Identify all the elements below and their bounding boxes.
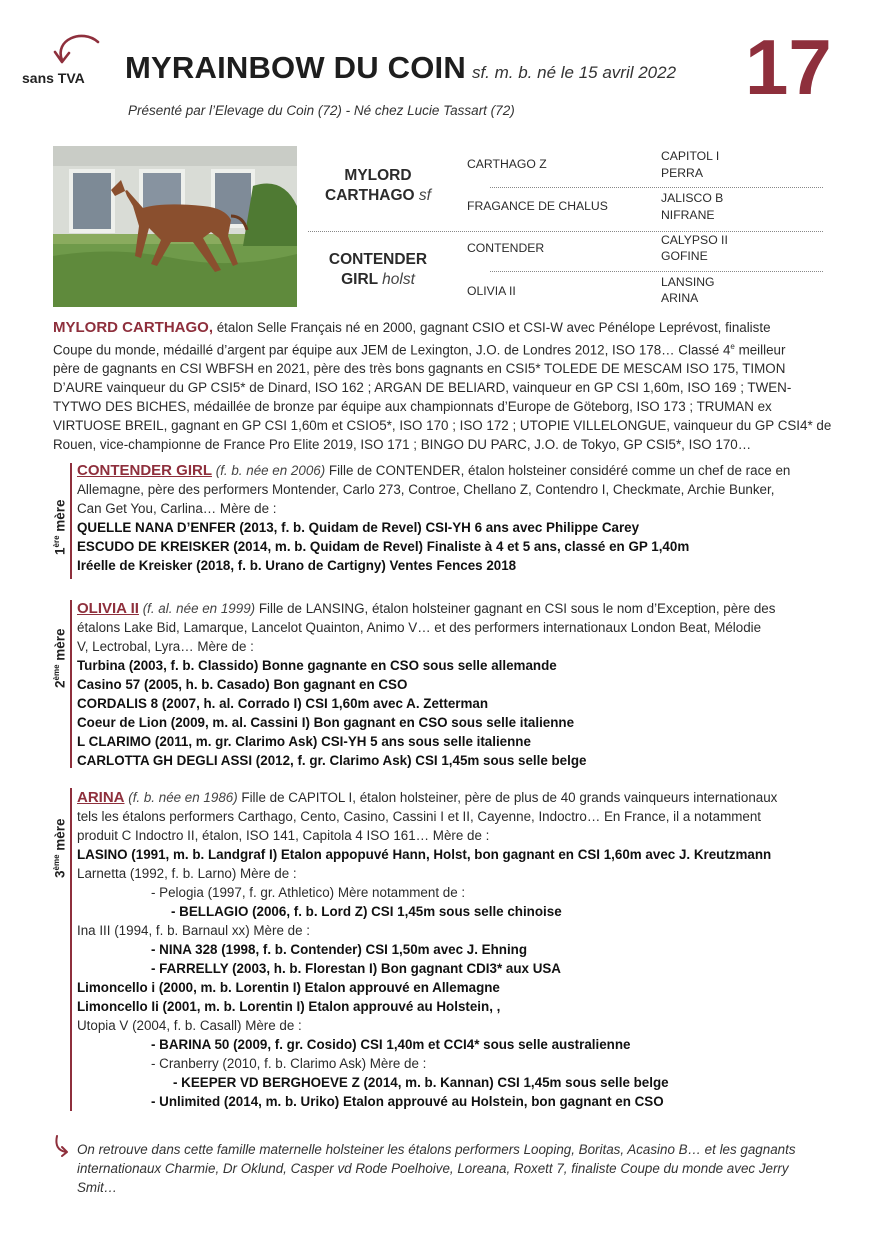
sire-name-line1: MYLORD (344, 167, 412, 184)
offspring-line: L CLARIMO (2011, m. gr. Clarimo Ask) CSI-YH 5 ans sous selle italienne (77, 734, 531, 749)
dam3-bar (70, 788, 72, 1111)
pedigree-great-grandparent: CAPITOL I (661, 149, 720, 163)
offspring-line: - KEEPER VD BERGHOEVE Z (2014, m. b. Kannan) CSI 1,45m sous selle belge (173, 1075, 669, 1090)
footer-note: On retrouve dans cette famille maternelle holsteiner les étalons performers Looping, Boritas, Acasino B… et les gagnants internationaux Charmie, Dr Oklund, Casper vd Rode Poelhoive, Loreana, Roxett 7, finaliste Coupe du monde avec Jerry Smit… (77, 1142, 796, 1195)
pedigree-great-grandparent: JALISCO B (661, 191, 724, 205)
offspring-line: CORDALIS 8 (2007, h. al. Corrado I) CSI 1,60m avec A. Zetterman (77, 696, 489, 711)
pedigree-dam (308, 250, 448, 290)
offspring-line: - BELLAGIO (2006, f. b. Lord Z) CSI 1,45m sous selle chinoise (171, 904, 562, 919)
offspring-line: - Unlimited (2014, m. b. Uriko) Etalon approuvé au Holstein, bon gagnant en CSO (151, 1094, 664, 1109)
offspring-line: - BARINA 50 (2009, f. gr. Cosido) CSI 1,40m et CCI4* sous selle australienne (151, 1037, 631, 1052)
dam2-label: 2ème mère (52, 628, 68, 688)
offspring-line: Turbina (2003, f. b. Classido) Bonne gagnante en CSO sous selle allemande (77, 658, 557, 673)
dam-studbook: holst (382, 271, 415, 288)
offspring-line: QUELLE NANA D’ENFER (2013, f. b. Quidam de Revel) CSI-YH 6 ans avec Philippe Carey (77, 520, 640, 535)
offspring-line: CARLOTTA GH DEGLI ASSI (2012, f. gr. Clarimo Ask) CSI 1,45m sous selle belge (77, 753, 587, 768)
horse-subtitle: sf. m. b. né le 15 avril 2022 (471, 63, 677, 82)
offspring-line: - Pelogia (1997, f. gr. Athletico) Mère notamment de : (151, 885, 466, 900)
return-arrow-icon (52, 1134, 74, 1158)
pedigree-great-grandparent: ARINA (661, 291, 699, 305)
offspring-line: - NINA 328 (1998, f. b. Contender) CSI 1,50m avec J. Ehning (151, 942, 528, 957)
dam2-section: OLIVIA II (f. al. née en 1999) Fille de LANSING, étalon holsteiner gagnant en CSI sous le nom d’Exception, père des étalons Lake Bid, Lamarque, Lancelot Quainton, Animo V… et des performers internationaux London Beat, Mélodie V, Lectrobal, Lyra… Mère de : Turbina (2003, f. b. Classido) Bonne gagnante en CSO sous selle allemande Casino 57 (2005, h. b. Casado) Bon gagnant en CSO CORDALIS 8 (2007, h. al. Corrado I) CSI 1,60m avec A. Zetterman Coeur de Lion (2009, m. al. Cassini I) Bon gagnant en CSO sous selle italienne L CLARIMO (2011, m. gr. Clarimo Ask) CSI-YH 5 ans sous selle italienne CARLOTTA GH DEGLI ASSI (2012, f. gr. Clarimo Ask) CSI 1,45m sous selle belge (77, 599, 827, 770)
dam2-bar (70, 600, 72, 768)
offspring-line: Iréelle de Kreisker (2018, f. b. Urano de Cartigny) Ventes Fences 2018 (77, 558, 517, 573)
pedigree-divider (490, 187, 823, 188)
offspring-line: Limoncello i (2000, m. b. Lorentin I) Etalon approuvé en Allemagne (77, 980, 500, 995)
pedigree-great-grandparent: PERRA (661, 166, 703, 180)
vat-label: sans TVA (22, 70, 85, 86)
sire-studbook: sf (418, 187, 431, 204)
pedigree-great-grandparent: LANSING (661, 275, 715, 289)
dam1-section: CONTENDER GIRL (f. b. née en 2006) Fille de CONTENDER, étalon holsteiner considéré comme un chef de race en Allemagne, père des performers Montender, Carlo 273, Controe, Chellano Z, Contendro I, Checkmate, Archie Bunker, Can Get You, Carlina… Mère de : QUELLE NANA D’ENFER (2013, f. b. Quidam de Revel) CSI-YH 6 ans avec Philippe Carey ESCUDO DE KREISKER (2014, m. b. Quidam de Revel) Finaliste à 4 et 5 ans, classé en GP 1,40m Iréelle de Kreisker (2018, f. b. Urano de Cartigny) Ventes Fences 2018 (77, 461, 827, 575)
dam3-section: ARINA (f. b. née en 1986) Fille de CAPITOL I, étalon holsteiner, père de plus de 40 grands vainqueurs internationaux tels les étalons performers Carthago, Cento, Casino, Cassini I et II, Cayenne, Indoctro… En France, il a notamment produit C Indoctro II, étalon, ISO 141, Capitola 4 ISO 161… Mère de : LASINO (1991, m. b. Landgraf I) Etalon appopuvé Hann, Holst, bon gagnant en CSI 1,60m avec J. Kreutzmann Larnetta (1992, f. b. Larno) Mère de : - Pelogia (1997, f. gr. Athletico) Mère notamment de : - BELLAGIO (2006, f. b. Lord Z) CSI 1,45m sous selle chinoise Ina III (1994, f. b. Barnaul xx) Mère de : - NINA 328 (1998, f. b. Contender) CSI 1,50m avec J. Ehning - FARRELLY (2003, h. b. Florestan I) Bon gagnant CDI3* aux USA Limoncello i (2000, m. b. Lorentin I) Etalon approuvé en Allemagne Limoncello Ii (2001, m. b. Lorentin I) Etalon approuvé au Holstein, , Utopia V (2004, f. b. Casall) Mère de : - BARINA 50 (2009, f. gr. Cosido) CSI 1,40m et CCI4* sous selle australienne - Cranberry (2010, f. b. Clarimo Ask) Mère de : - KEEPER VD BERGHOEVE Z (2014, m. b. Kannan) CSI 1,45m sous selle belge - Unlimited (2014, m. b. Uriko) Etalon approuvé au Holstein, bon gagnant en CSO (77, 788, 827, 1111)
pedigree-divider (490, 271, 823, 272)
offspring-line: Limoncello Ii (2001, m. b. Lorentin I) Etalon approuvé au Holstein, , (77, 999, 501, 1014)
offspring-line: Coeur de Lion (2009, m. al. Cassini I) Bon gagnant en CSO sous selle italienne (77, 715, 575, 730)
offspring-line: Utopia V (2004, f. b. Casall) Mère de : (77, 1018, 302, 1033)
offspring-line: Ina III (1994, f. b. Barnaul xx) Mère de : (77, 923, 310, 938)
foal-photo (53, 146, 297, 307)
dam3-name: ARINA (77, 789, 125, 806)
offspring-line: Larnetta (1992, f. b. Larno) Mère de : (77, 866, 297, 881)
horse-name: MYRAINBOW DU COIN (125, 50, 466, 85)
dam3-label: 3ème mère (52, 818, 68, 878)
offspring-line: LASINO (1991, m. b. Landgraf I) Etalon appopuvé Hann, Holst, bon gagnant en CSI 1,60m avec J. Kreutzmann (77, 847, 772, 862)
sire-name: MYLORD CARTHAGO, (53, 319, 213, 336)
offspring-line: ESCUDO DE KREISKER (2014, m. b. Quidam de Revel) Finaliste à 4 et 5 ans, classé en GP 1,40m (77, 539, 690, 554)
sire-name-line2: CARTHAGO sf (325, 187, 431, 204)
pedigree-great-grandparent: GOFINE (661, 249, 708, 263)
pedigree-great-grandparent: CALYPSO II (661, 233, 728, 247)
sire-description: MYLORD CARTHAGO, étalon Selle Français né en 2000, gagnant CSIO et CSI-W avec Pénélope Leprévost, finaliste Coupe du monde, médaillé d’argent par équipe aux JEM de Lexington, J.O. de Londres 2012, ISO 178… Classé 4e meilleur père de gagnants en CSI WBFSH en 2021, père des très bons gagnants en CSI5* TOLEDE DE MESCAM ISO 175, TIMON D’AURE vainqueur du GP CSI5* de Dinard, ISO 162 ; ARGAN DE BELIARD, vainqueur en GP CSI 1,60m, ISO 169 ; TWEN- TYTWO DES BICHES, médaillée de bronze par équipe aux championnats d’Europe de Göteborg, ISO 173 ; TRUMAN ex VIRTUOSE BREIL, gagnant en GP CSI 1,60m et CSIO5*, ISO 170 ; ISO 172 ; UTOPIE VILLELONGUE, vainqueur du GP CSI4* de Rouen, vice-championne de France Pro Elite 2019, ISO 171 ; BINGO DU PARC, J.O. de Tokyo, GP CSI5*, ISO 170… (53, 319, 832, 453)
dam1-name: CONTENDER GIRL (77, 462, 212, 479)
pedigree-grandparent: CONTENDER (467, 241, 545, 255)
pedigree-main-divider (308, 231, 823, 232)
dam-name-line2: GIRL holst (341, 271, 415, 288)
presented-by: Présenté par l’Elevage du Coin (72) - Né chez Lucie Tassart (72) (128, 103, 515, 118)
curved-arrow-icon (44, 30, 104, 70)
pedigree-grandparent: OLIVIA II (467, 284, 516, 298)
offspring-line: - Cranberry (2010, f. b. Clarimo Ask) Mère de : (151, 1056, 427, 1071)
dam1-label: 1ère mère (52, 499, 68, 555)
title-row (125, 50, 676, 86)
offspring-line: Casino 57 (2005, h. b. Casado) Bon gagnant en CSO (77, 677, 408, 692)
pedigree-grandparent: CARTHAGO Z (467, 157, 547, 171)
dam2-name: OLIVIA II (77, 600, 139, 617)
lot-number: 17 (745, 23, 832, 111)
dam1-bar (70, 463, 72, 579)
pedigree-great-grandparent: NIFRANE (661, 208, 715, 222)
pedigree-grandparent: FRAGANCE DE CHALUS (467, 199, 608, 213)
offspring-line: - FARRELLY (2003, h. b. Florestan I) Bon gagnant CDI3* aux USA (151, 961, 561, 976)
pedigree-sire (308, 166, 448, 206)
dam-name-line1: CONTENDER (328, 251, 428, 268)
